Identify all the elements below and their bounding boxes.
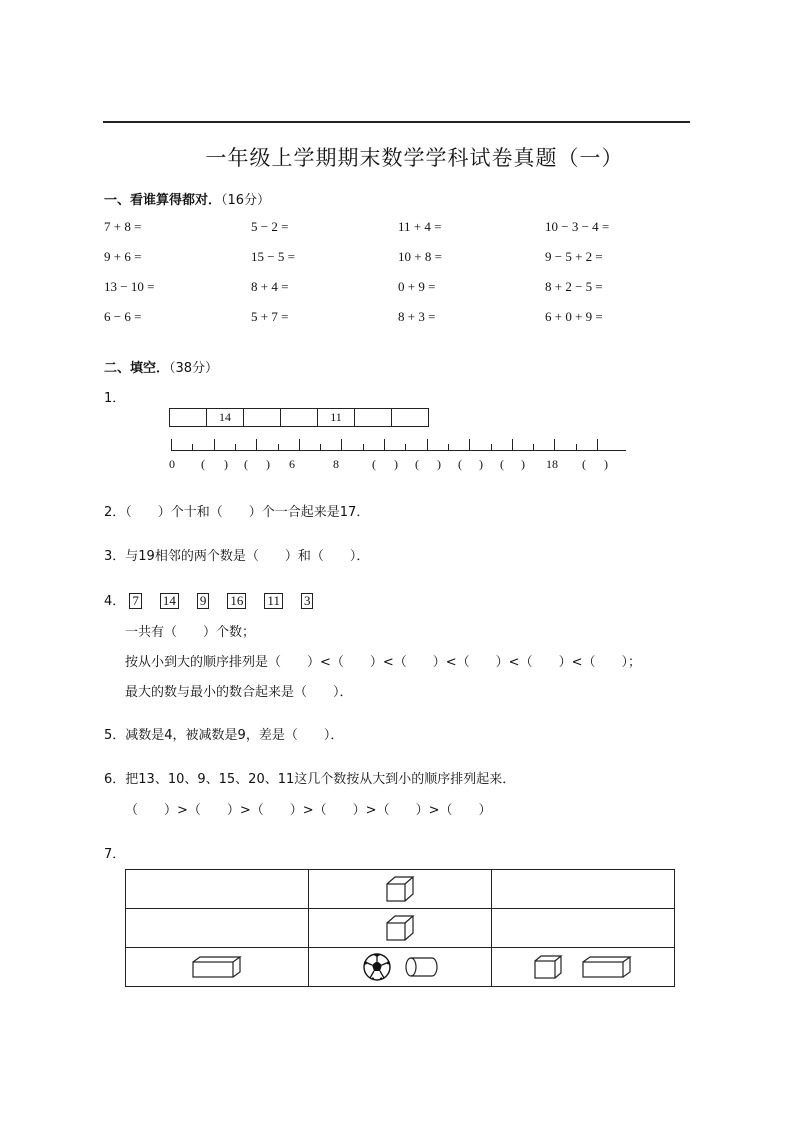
number-box: [391, 408, 429, 427]
arithmetic-problem: 9 + 6 =: [104, 249, 142, 264]
table-cell: [309, 870, 492, 909]
number-line-label: ): [479, 457, 483, 471]
cuboid-icon: [191, 955, 243, 979]
number-line-tick: [384, 439, 385, 450]
table-cell: [492, 909, 675, 948]
arithmetic-problem: 7 + 8 =: [104, 219, 142, 234]
arithmetic-problem: 8 + 3 =: [398, 309, 436, 324]
number-box: 11: [317, 408, 355, 427]
number-line-label: (: [415, 457, 419, 471]
section1-heading: [104, 189, 270, 208]
q4-number-boxes: [129, 594, 331, 609]
number-box: 14: [206, 408, 244, 427]
number-line-tick: [512, 439, 513, 450]
q6-line1: 6．把13、10、9、15、20、11这几个数按从大到小的顺序排列起来．: [104, 772, 516, 787]
q2-text: 2．（ ）个十和（ ）个一合起来是17．: [104, 505, 370, 520]
number-box: [354, 408, 392, 427]
table-row: [126, 948, 675, 987]
number-line-tick: [278, 444, 279, 450]
boxed-number: 9: [197, 593, 210, 609]
number-line-label: 18: [546, 457, 558, 471]
boxed-number: 14: [160, 593, 179, 609]
table-cell: [492, 870, 675, 909]
number-line-tick: [320, 444, 321, 450]
arithmetic-problem: 10 + 8 =: [398, 249, 442, 264]
table-cell: [126, 870, 309, 909]
q4-line3: 最大的数与最小的数合起来是（ ）．: [125, 685, 353, 700]
number-box: [280, 408, 318, 427]
number-box: [243, 408, 281, 427]
number-line-tick: [576, 444, 577, 450]
number-line-label: ): [437, 457, 441, 471]
arithmetic-problem: 13 − 10 =: [104, 279, 155, 294]
q3-text: 3．与19相邻的两个数是（ ）和（ ）．: [104, 549, 370, 564]
boxed-number: 3: [301, 593, 314, 609]
table-row: [126, 909, 675, 948]
q4-line2: 按从小到大的顺序排列是（ ）<（ ）<（ ）<（ ）<（ ）<（ ）；: [125, 655, 641, 670]
top-rule: [103, 121, 690, 123]
number-box: [169, 408, 207, 427]
arithmetic-problem: 5 − 2 =: [251, 219, 289, 234]
q1-box-row: [170, 408, 429, 427]
table-cell: [126, 948, 309, 987]
section2-heading: [104, 357, 218, 376]
number-line-tick: [171, 439, 172, 450]
q5-text: 5．减数是4，被减数是9，差是（ ）．: [104, 728, 344, 743]
number-line-label: ): [224, 457, 228, 471]
boxed-number: 11: [264, 593, 283, 609]
cuboid-icon: [581, 955, 633, 979]
number-line-tick: [214, 439, 215, 450]
arithmetic-problem: 15 − 5 =: [251, 249, 295, 264]
page-title: 一年级上学期期末数学学科试卷真题（一）: [205, 146, 624, 170]
q6-line2: （ ）>（ ）>（ ）>（ ）>（ ）>（ ）: [125, 803, 492, 818]
q1-number: 1．: [104, 391, 126, 406]
number-line-label: 0: [169, 457, 175, 471]
q4-line1: 一共有（ ）个数；: [125, 625, 256, 640]
arithmetic-problem: 8 + 4 =: [251, 279, 289, 294]
number-line-label: (: [244, 457, 248, 471]
number-line-tick: [405, 444, 406, 450]
number-line-label: (: [582, 457, 586, 471]
table-cell: [492, 948, 675, 987]
table-cell: [309, 909, 492, 948]
number-line-tick: [554, 439, 555, 450]
arithmetic-problem: 11 + 4 =: [398, 219, 442, 234]
number-line-label: (: [500, 457, 504, 471]
table-cell: [126, 909, 309, 948]
arithmetic-problem: 10 − 3 − 4 =: [545, 219, 610, 234]
section1-points: （16分）: [221, 193, 271, 208]
arithmetic-problem: 8 + 2 − 5 =: [545, 279, 603, 294]
q7-number: 7．: [104, 847, 126, 862]
number-line-tick: [341, 439, 342, 450]
cube-icon: [533, 954, 563, 980]
arithmetic-problem: 0 + 9 =: [398, 279, 436, 294]
cylinder-icon: [404, 956, 438, 978]
arithmetic-problem: 9 − 5 + 2 =: [545, 249, 603, 264]
number-line-label: (: [372, 457, 376, 471]
table-row: [126, 870, 675, 909]
section2-title: 二、填空．: [104, 361, 170, 376]
number-line: [171, 450, 626, 451]
table-cell: [309, 948, 492, 987]
number-line-tick: [427, 439, 428, 450]
number-line-label: ): [266, 457, 270, 471]
number-line-tick: [363, 444, 364, 450]
number-line-tick: [235, 444, 236, 450]
ball-icon: [362, 952, 392, 982]
boxed-number: 7: [129, 593, 142, 609]
arithmetic-problem: 6 + 0 + 9 =: [545, 309, 603, 324]
arithmetic-problem: 5 + 7 =: [251, 309, 289, 324]
shapes-table: [125, 869, 675, 987]
number-line-tick: [299, 439, 300, 450]
number-line-tick: [533, 444, 534, 450]
number-line-label: ): [394, 457, 398, 471]
q4-row: [104, 590, 331, 609]
number-line-tick: [256, 439, 257, 450]
number-line-label: (: [201, 457, 205, 471]
cube-icon: [385, 914, 415, 942]
section2-points: （38分）: [169, 361, 219, 376]
number-line-label: 8: [333, 457, 339, 471]
number-line-tick: [491, 444, 492, 450]
number-line-tick: [192, 444, 193, 450]
boxed-number: 16: [227, 593, 246, 609]
q4-number: 4．: [104, 594, 126, 609]
number-line-label: (: [458, 457, 462, 471]
number-line-label: ): [521, 457, 525, 471]
cube-icon: [385, 875, 415, 903]
number-line-label: 6: [289, 457, 295, 471]
number-line-tick: [597, 439, 598, 450]
arithmetic-problem: 6 − 6 =: [104, 309, 142, 324]
number-line-label: ): [604, 457, 608, 471]
number-line-tick: [469, 439, 470, 450]
section1-title: 一、看谁算得都对．: [104, 193, 222, 208]
number-line-tick: [448, 444, 449, 450]
